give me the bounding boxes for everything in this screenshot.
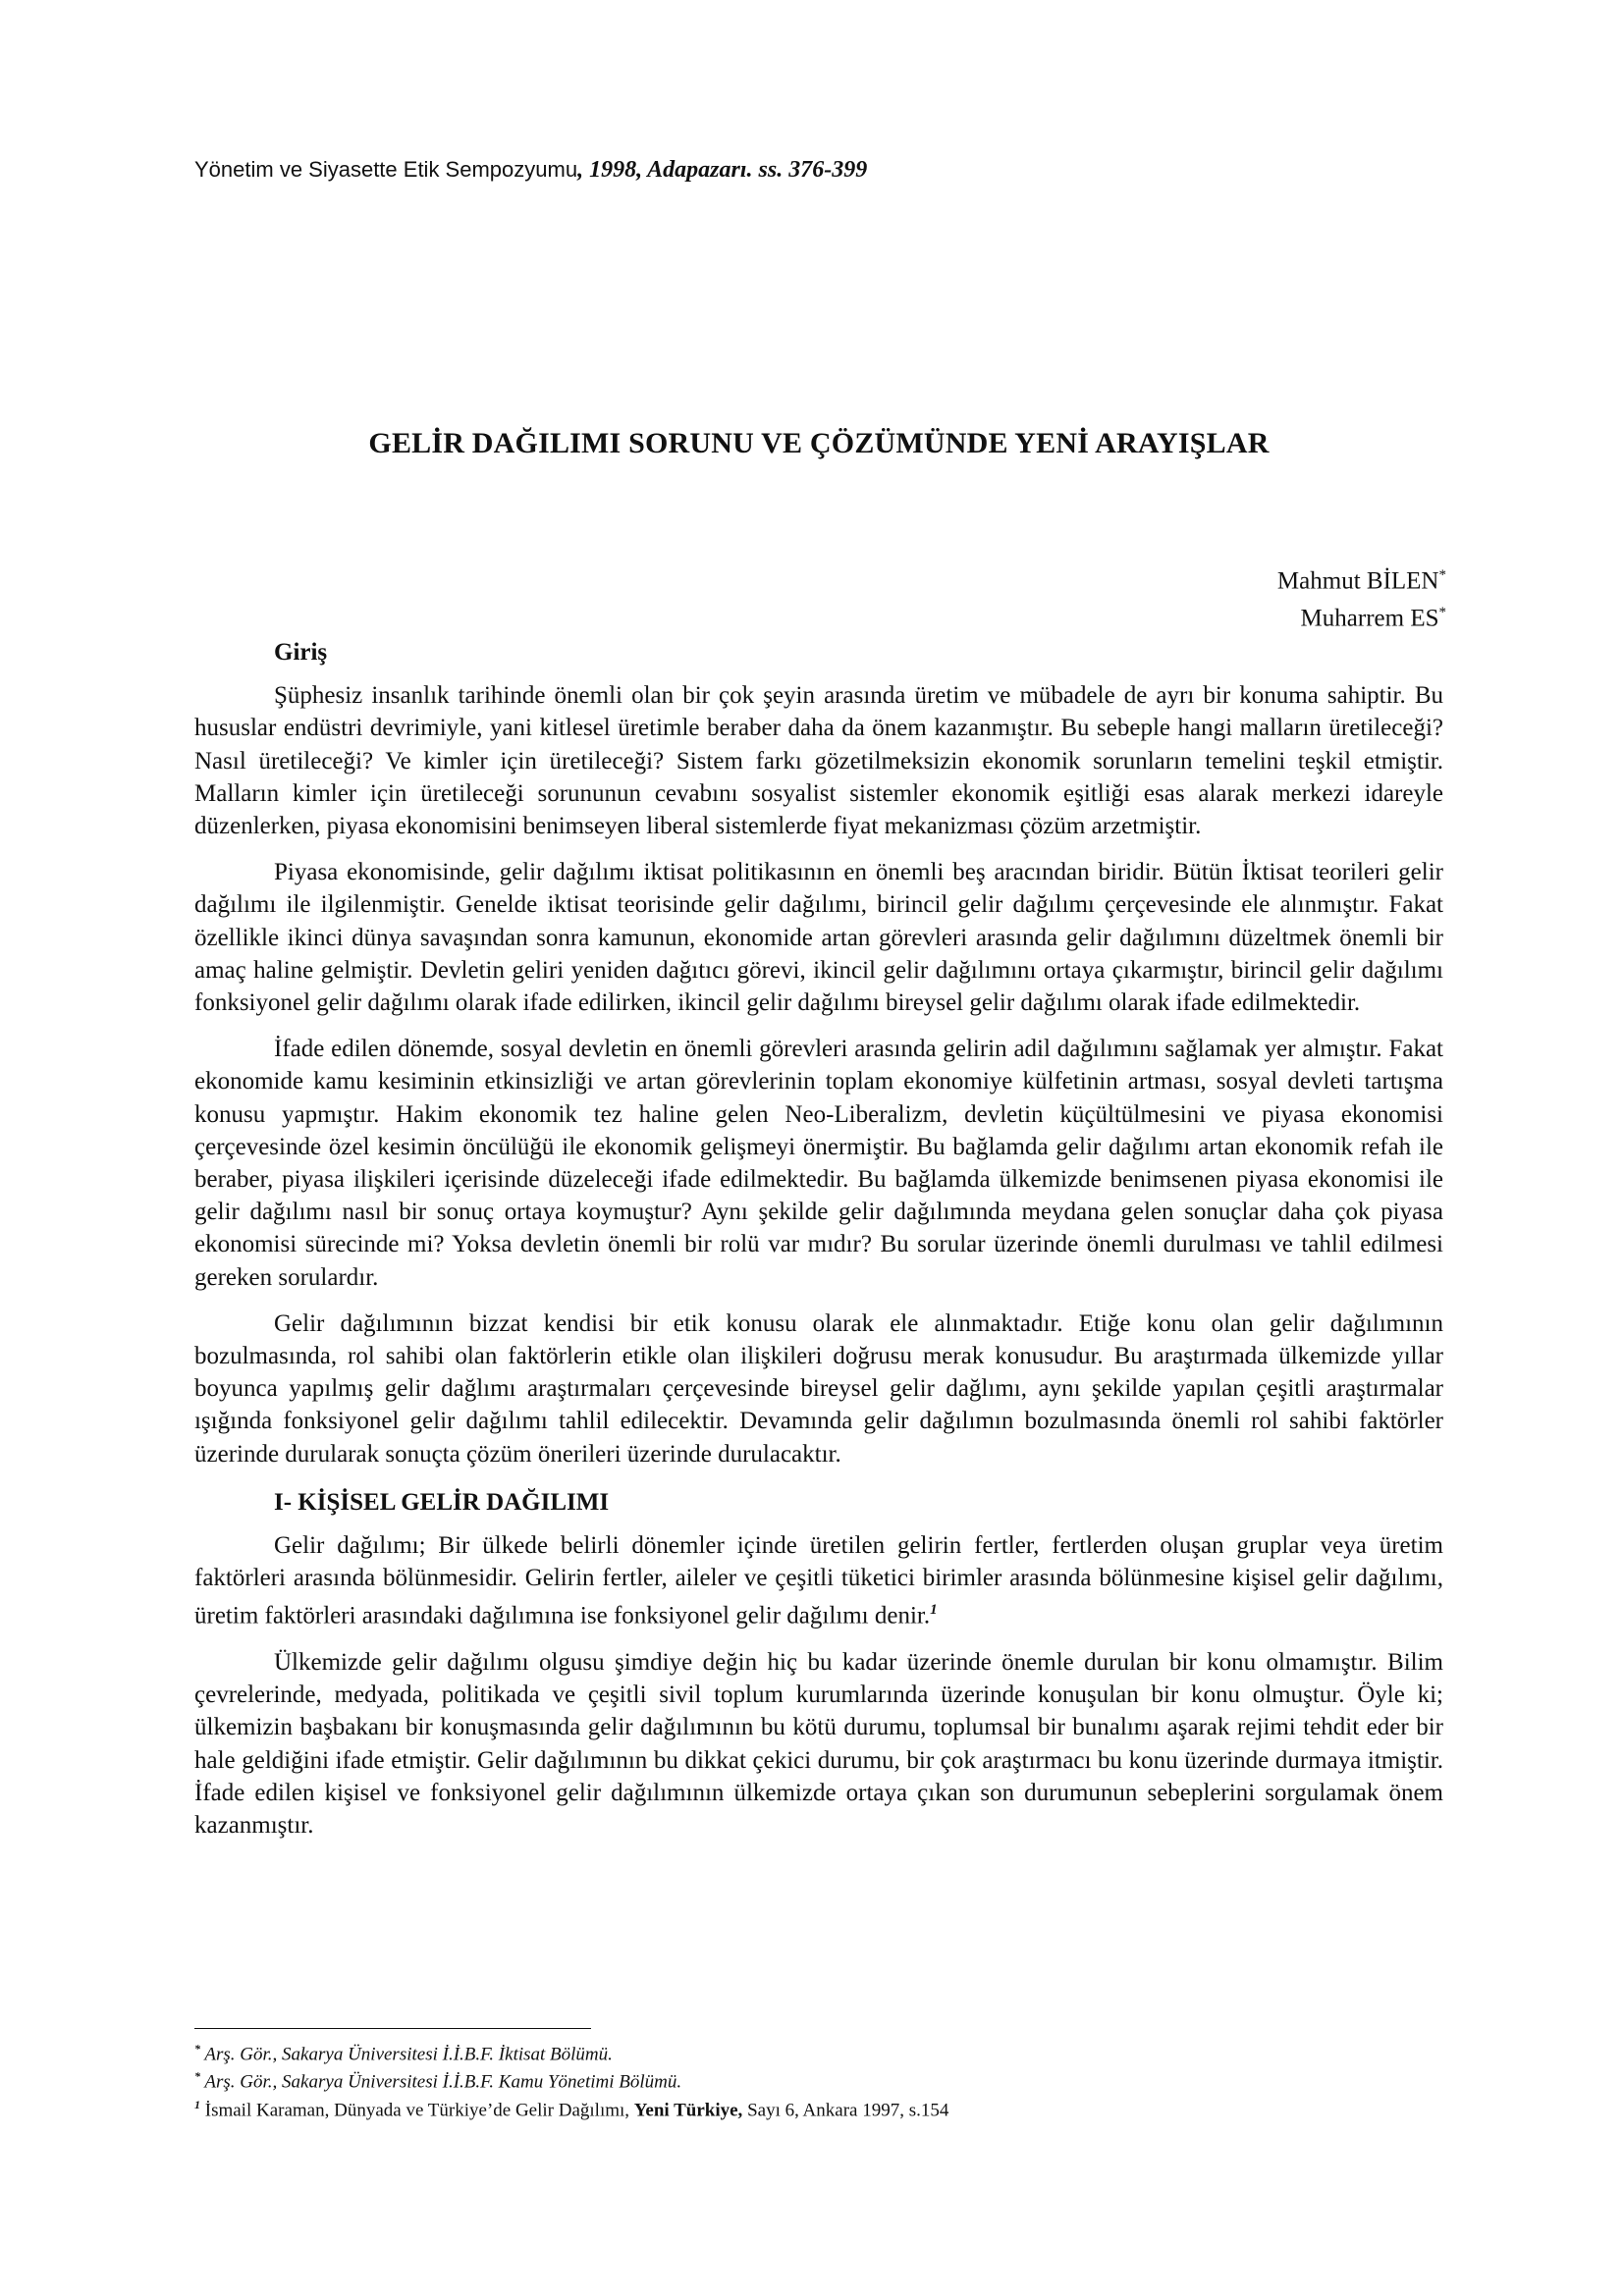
section-heading-1: I- KİŞİSEL GELİR DAĞILIMI xyxy=(274,1488,610,1516)
footnotes xyxy=(194,2038,948,2121)
author-footnote-mark: * xyxy=(1438,567,1446,583)
footnote-source-title: Yeni Türkiye, xyxy=(633,2099,743,2120)
section-heading-intro: Giriş xyxy=(274,639,328,666)
running-header xyxy=(194,157,867,184)
footnote-text: İsmail Karaman, Dünyada ve Türkiye’de Gelir Dağılımı, xyxy=(200,2099,634,2120)
paragraph: Ülkemizde gelir dağılımı olgusu şimdiye değin hiç bu kadar üzerinde önemle durulan bir konu olmamıştır. Bilim çevrelerinde, medyada, politikada ve çeşitli sivil toplum kurumlarında üzerinde konuşulan bir konu olmuştur. Öyle ki; ülkemizin başbakanı bir konuşmasında gelir dağılımının bu kötü durumu, toplumsal bir bunalımı aşarak rejimi tehdit eder bir hale geldiğini ifade etmiştir. Gelir dağılımının bu dikkat çekici durumu, bir çok araştırmacı bu konu üzerinde durmaya itmiştir. İfade edilen kişisel ve fonksiyonel gelir dağılımının ülkemizde ortaya çıkan son durumunun sebeplerini sorgulamak önem kazanmıştır. xyxy=(194,1649,1443,1840)
header-citation: , 1998, Adapazarı. ss. 376-399 xyxy=(577,157,868,183)
paragraph xyxy=(194,1529,1443,1632)
author-name: Mahmut BİLEN xyxy=(1276,567,1439,595)
paragraph: Gelir dağılımının bizzat kendisi bir etik konusu olarak ele alınmaktadır. Etiğe konu olan gelir dağılımının bozulmasında, rol sahibi olan faktörlerin etikle olan ilişkileri doğrusu merak konusudur. Bu araştırmada ülkemizde yıllar boyunca yapılmış gelir dağlımı araştırmaları çerçevesinde bireysel gelir dağlımı, aynı şekilde yapılan çeşitli araştırmalar ışığında fonksiyonel gelir dağılımı tahlil edilecektir. Devamında gelir dağılımın bozulmasında önemli rol sahibi faktörler üzerinde durularak sonuçta çözüm önerileri üzerinde durulacaktır. xyxy=(194,1309,1443,1468)
footnote-reference: 1 xyxy=(930,1602,938,1619)
paragraph: İfade edilen dönemde, sosyal devletin en önemli görevleri arasında gelirin adil dağılımını sağlamak yer almıştır. Fakat ekonomide kamu kesiminin etkinsizliği ve artan görevlerinin toplam ekonomiye külfetinin artması, sosyal devleti tartışma konusu yapmıştır. Hakim ekonomik tez haline gelen Neo-Liberalizm, devletin küçültülmesini ve piyasa ekonomisi çerçevesinde özel kesimin öncülüğü ile ekonomik gelişmeyi önermiştir. Bu bağlamda gelir dağılımı artan ekonomik refah ile beraber, piyasa ilişkileri içerisinde düzeleceği ifade edilmektedir. Bu bağlamda ülkemizde benimsenen piyasa ekonomisi ile gelir dağılımı nasıl bir sonuç ortaya koymuştur? Aynı şekilde gelir dağılımında meydana gelen sonuçlar daha çok piyasa ekonomisi sürecinde mi? Yoksa devletin önemli bir rolü var mıdır? Bu sorular üzerinde önemli durulması ve tahlil edilmesi gereken sorulardır. xyxy=(194,1036,1443,1291)
author-block xyxy=(1277,560,1446,635)
author-line xyxy=(1277,560,1446,597)
paragraph: Piyasa ekonomisinde, gelir dağılımı iktisat politikasının en önemli beş aracından biridir. Bütün İktisat teorileri gelir dağılımı ile ilgilenmiştir. Genelde iktisat teorisinde gelir dağılımı, birincil gelir dağılımı çerçevesinde ele alınmıştır. Fakat özellikle ikinci dünya savaşından sonra kamunun, ekonomide artan görevleri arasında gelir dağılımını düzeltmek önemli bir amaç haline gelmiştir. Devletin geliri yeniden dağıtıcı görevi, ikincil gelir dağılımını ortaya çıkarmıştır, birincil gelir dağılımı fonksiyonel gelir dağılımı olarak ifade edilirken, ikincil gelir dağılımı bireysel gelir dağılımı olarak ifade edilmektedir. xyxy=(194,859,1443,1017)
body-text xyxy=(194,636,1443,1855)
footnote-mark: * xyxy=(194,2042,200,2056)
paragraph: Şüphesiz insanlık tarihinde önemli olan bir çok şeyin arasında üretim ve mübadele de ayrı bir konuma sahiptir. Bu hususlar endüstri devrimiyle, yani kitlesel üretimle beraber daha da önem kazanmıştır. Bu sebeple hangi malların üretileceği? Nasıl üretileceği? Ve kimler için üretileceği? Sistem farkı gözetilmeksizin ekonomik sorunların temelini teşkil etmiştir. Malların kimler için üretileceği sorununun cevabını sosyalist sistemler ekonomik eşitliği esas alarak merkezi idareyle düzenlerken, piyasa ekonomisini benimseyen liberal sistemlerde fiyat mekanizması çözüm arzetmiştir. xyxy=(194,682,1443,840)
footnote-text: Arş. Gör., Sakarya Üniversitesi İ.İ.B.F. Kamu Yönetimi Bölümü. xyxy=(200,2071,682,2093)
author-line xyxy=(1277,597,1446,634)
footnote-divider xyxy=(194,2028,591,2029)
footnote-mark: 1 xyxy=(194,2097,200,2111)
footnote-text: Arş. Gör., Sakarya Üniversitesi İ.İ.B.F. İktisat Bölümü. xyxy=(200,2044,613,2065)
paper-title: GELİR DAĞILIMI SORUNU VE ÇÖZÜMÜNDE YENİ ARAYIŞLAR xyxy=(368,427,1270,459)
footnote xyxy=(194,2065,948,2093)
footnote-mark: * xyxy=(194,2069,200,2084)
author-footnote-mark: * xyxy=(1438,605,1446,621)
author-name: Muharrem ES xyxy=(1300,605,1439,632)
paragraph-text: Gelir dağılımı; Bir ülkede belirli dönemler içinde üretilen gelirin fertler, fertlerden oluşan gruplar veya üretim faktörleri arasında bölünmesidir. Gelirin fertler, aileler ve çeşitli tüketici birimler arasında bölünmesine kişisel gelir dağılımı, üretim faktörleri arasındaki dağılımına ise fonksiyonel gelir dağılımı denir. xyxy=(194,1532,1443,1629)
footnote-text: Sayı 6, Ankara 1997, s.154 xyxy=(742,2099,949,2120)
footnote xyxy=(194,2038,948,2065)
footnote xyxy=(194,2094,948,2121)
header-venue: Yönetim ve Siyasette Etik Sempozyumu xyxy=(194,157,578,182)
